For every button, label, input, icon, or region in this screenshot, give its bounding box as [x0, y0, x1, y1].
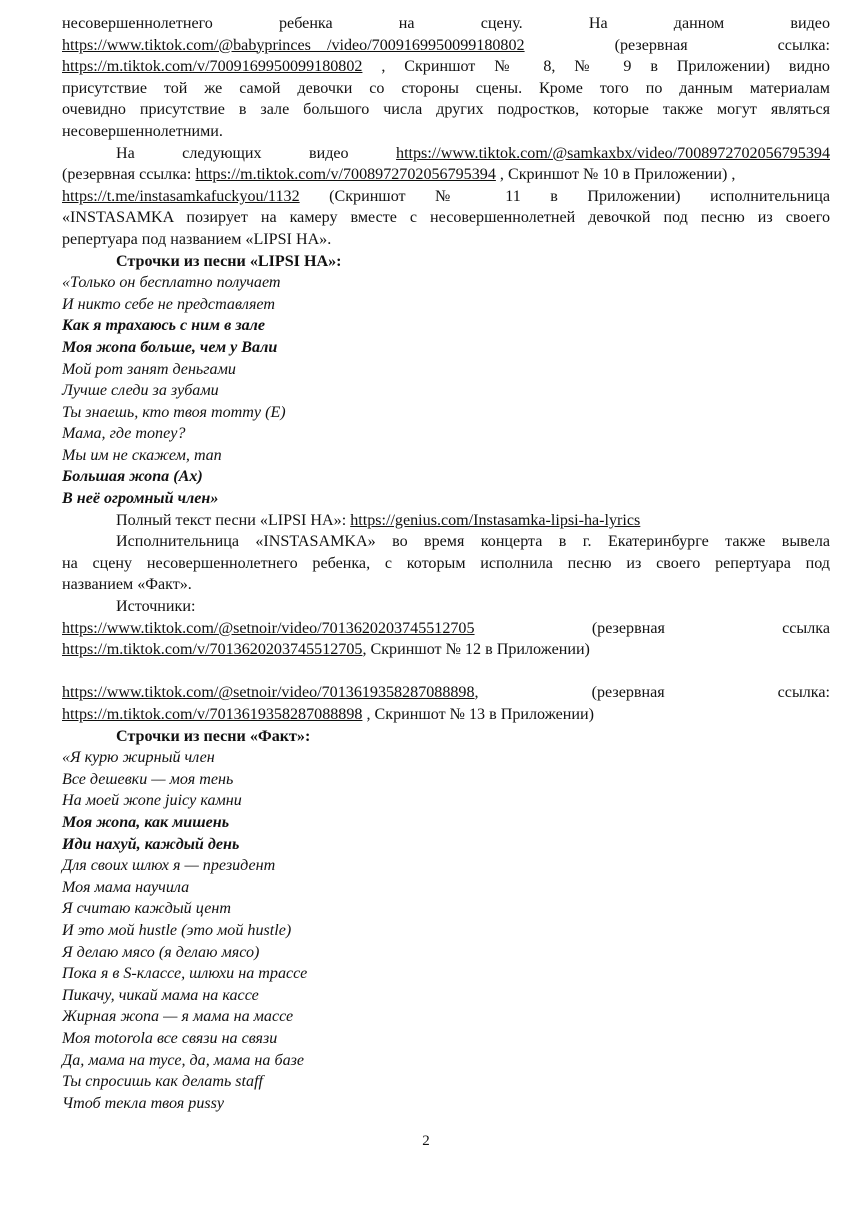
text-line: несовершеннолетнего ребенка на сцену. На данном видео: [62, 15, 830, 32]
lyric-line: Да, мама на тусе, да, мама на базе: [62, 1051, 305, 1069]
lyrics-block-lipsi-ha: [62, 272, 830, 510]
tiktok-link[interactable]: https://www.tiktok.com/@samkaxbx/video/7008972702056795394: [396, 144, 830, 162]
tiktok-backup-link[interactable]: https://m.tiktok.com/v/7009169950099180802: [62, 58, 363, 76]
tiktok-link[interactable]: https://www.tiktok.com/@babyprinces__/video/7009169950099180802: [62, 36, 525, 54]
blank-line: [62, 661, 830, 683]
lyrics-block-fakt: [62, 747, 830, 1114]
genius-link[interactable]: https://genius.com/Instasamka-lipsi-ha-lyrics: [350, 511, 641, 529]
text-line: https://www.tiktok.com/@setnoir/video/7013620203745512705 (резервная ссылка: [62, 619, 830, 637]
lyric-line: Большая жопа (Ах): [62, 468, 203, 486]
lyric-line: Я делаю мясо (я делаю мясо): [62, 943, 260, 961]
tiktok-backup-link[interactable]: https://m.tiktok.com/v/7013619358287088898: [62, 706, 363, 723]
tiktok-backup-link[interactable]: https://m.tiktok.com/v/7013620203745512705: [62, 641, 363, 659]
text-line: Исполнительница «INSTASAMKA» во время концерта в г. Екатеринбурге также вывела: [116, 533, 830, 551]
lyric-line: На моей жопе juicy камни: [62, 792, 242, 810]
lyric-line: «Я курю жирный член: [62, 749, 215, 767]
lyric-line: Лучше следи за зубами: [62, 382, 219, 400]
text-line: https://m.tiktok.com/v/7013620203745512705, Скриншот № 12 в Приложении): [62, 641, 590, 659]
lyric-line: Мы им не скажем, man: [62, 446, 222, 464]
text-line: названием «Факт».: [62, 576, 192, 594]
lyric-line: Иди нахуй, каждый день: [62, 835, 240, 853]
lyrics-heading: Строчки из песни «LIPSI HA»:: [116, 252, 342, 270]
lyric-line: Моя жопа больше, чем у Вали: [62, 338, 278, 356]
sources-label: Источники:: [116, 598, 196, 616]
lyric-line: Для своих шлюх я — президент: [62, 857, 276, 875]
text-line: https://m.tiktok.com/v/7013619358287088898 , Скриншот № 13 в Приложении): [62, 706, 594, 723]
text-line: https://www.tiktok.com/@setnoir/video/7013619358287088898, (резервная ссылка:: [62, 684, 830, 702]
lyric-line: И это мой hustle (это мой hustle): [62, 921, 292, 939]
lyric-line: Я считаю каждый цент: [62, 900, 231, 918]
text-line: https://t.me/instasamkafuckyou/1132 (Скриншот № 11 в Приложении) исполнительница: [62, 187, 830, 205]
lyric-line: Мой рот занят деньгами: [62, 360, 236, 378]
tiktok-link[interactable]: https://www.tiktok.com/@setnoir/video/7013620203745512705: [62, 619, 475, 637]
lyric-line: Ты спросишь как делать staff: [62, 1073, 264, 1091]
text-line: очевидно присутствие в зале большого числа других подростков, которые также могут являться: [62, 101, 830, 119]
text-line: на сцену несовершеннолетнего ребенка, с которым исполнила песню из своего репертуара под: [62, 554, 830, 572]
telegram-link[interactable]: https://t.me/instasamkafuckyou/1132: [62, 187, 300, 205]
lyric-line: Как я трахаюсь с ним в зале: [62, 317, 266, 335]
lyric-line: Жирная жопа — я мама на массе: [62, 1008, 294, 1026]
lyric-line: Ты знаешь, кто твоя mommy (Е): [62, 403, 286, 421]
document-page: [62, 13, 830, 1114]
text-line: https://m.tiktok.com/v/7009169950099180802 , Скриншот № 8, № 9 в Приложении) видно: [62, 58, 830, 76]
lyric-line: «Только он бесплатно получает: [62, 274, 281, 292]
lyrics-heading: Строчки из песни «Факт»:: [116, 727, 311, 745]
tiktok-link[interactable]: https://www.tiktok.com/@setnoir/video/7013619358287088898: [62, 684, 475, 702]
text-line: На следующих видео https://www.tiktok.com/@samkaxbx/video/7008972702056795394: [116, 144, 830, 162]
text-line: Полный текст песни «LIPSI HA»: https://genius.com/Instasamka-lipsi-ha-lyrics: [116, 511, 641, 529]
lyric-line: Мама, где money?: [62, 425, 186, 443]
lyric-line: Чтоб текла твоя pussy: [62, 1094, 225, 1112]
lyric-line: Все дешевки — моя тень: [62, 770, 234, 788]
text-line: присутствие той же самой девочки со стороны сцены. Кроме того по данным материалам: [62, 79, 830, 97]
tiktok-backup-link[interactable]: https://m.tiktok.com/v/7008972702056795394: [195, 166, 496, 184]
text-line: несовершеннолетними.: [62, 122, 223, 140]
lyric-line: Моя motorola все связи на связи: [62, 1029, 278, 1047]
lyric-line: Пикачу, чикай мама на кассе: [62, 986, 259, 1004]
text-line: «INSTASAMKA позирует на камеру вместе с несовершеннолетней девочкой под песню из своего: [62, 209, 830, 227]
text-line: репертуара под названием «LIPSI HA».: [62, 230, 332, 248]
lyric-line: Моя мама научила: [62, 878, 190, 896]
lyric-line: В неё огромный член»: [62, 490, 219, 508]
lyric-line: Пока я в S-классе, шлюхи на трассе: [62, 965, 308, 983]
text-line: https://www.tiktok.com/@babyprinces__/video/7009169950099180802 (резервная ссылка:: [62, 36, 830, 54]
lyric-line: И никто себе не представляет: [62, 295, 275, 313]
page-number: 2: [422, 1133, 430, 1149]
text-line: (резервная ссылка: https://m.tiktok.com/v/7008972702056795394 , Скриншот № 10 в Приложении) ,: [62, 166, 736, 184]
lyric-line: Моя жопа, как мишень: [62, 813, 230, 831]
